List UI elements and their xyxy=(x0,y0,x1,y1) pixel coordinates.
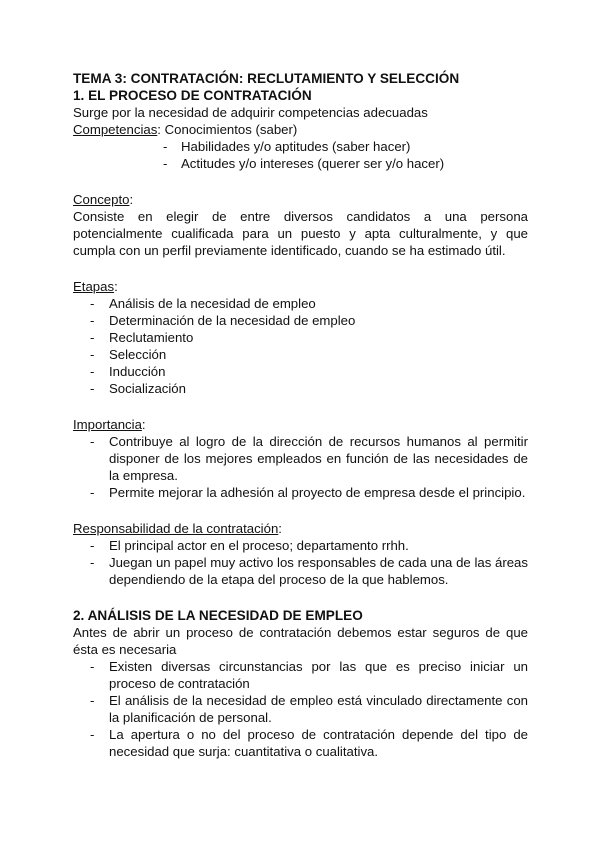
document-title: TEMA 3: CONTRATACIÓN: RECLUTAMIENTO Y SELECCIÓN xyxy=(73,71,460,86)
dash-marker: - xyxy=(90,296,95,311)
etapas-label: Etapas xyxy=(73,279,115,294)
competencias-first-item: : Conocimientos (saber) xyxy=(157,122,298,137)
dash-marker: - xyxy=(90,538,95,553)
dash-marker: - xyxy=(90,659,95,674)
dash-marker: - xyxy=(90,434,95,449)
list-item: - Contribuye al logro de la dirección de recursos humanos al permitir disponer de los mejores empleados en función de las necesidades de la empresa. xyxy=(90,434,528,483)
document-page xyxy=(73,70,528,760)
list-item: - Análisis de la necesidad de empleo xyxy=(90,296,316,311)
competencias-label: Competencias xyxy=(73,122,158,137)
list-item: - Permite mejorar la adhesión al proyecto de empresa desde el principio. xyxy=(90,485,526,500)
dash-marker: - xyxy=(90,727,95,742)
concepto-heading: Concepto: xyxy=(73,192,134,207)
list-item: - Inducción xyxy=(90,364,166,379)
section-1-heading: 1. EL PROCESO DE CONTRATACIÓN xyxy=(73,88,312,103)
section-1-intro: Surge por la necesidad de adquirir competencias adecuadas xyxy=(73,105,428,120)
dash-marker: - xyxy=(90,381,95,396)
dash-marker: - xyxy=(90,485,95,500)
importancia-label: Importancia xyxy=(73,417,142,432)
dash-marker: - xyxy=(90,347,95,362)
dash-marker: - xyxy=(90,693,95,708)
importancia-heading: Importancia: xyxy=(73,417,146,432)
dash-marker: - xyxy=(90,313,95,328)
list-item: - Socialización xyxy=(90,381,186,396)
responsabilidad-heading: Responsabilidad de la contratación: xyxy=(73,521,282,536)
etapas-heading: Etapas: xyxy=(73,279,118,294)
list-item: - Reclutamiento xyxy=(90,330,194,345)
section-2-intro: Antes de abrir un proceso de contratación debemos estar seguros de que ésta es necesaria xyxy=(73,625,528,657)
dash-marker: - xyxy=(163,139,168,154)
responsabilidad-list xyxy=(73,537,528,588)
section-2-heading: 2. ANÁLISIS DE LA NECESIDAD DE EMPLEO xyxy=(73,608,363,623)
list-item: - El análisis de la necesidad de empleo está vinculado directamente con la planificación de personal. xyxy=(90,693,528,725)
list-item: - Existen diversas circunstancias por las que es preciso iniciar un proceso de contratación xyxy=(90,659,528,691)
list-item: - El principal actor en el proceso; departamento rrhh. xyxy=(90,538,409,553)
list-item: - La apertura o no del proceso de contratación depende del tipo de necesidad que surja: cuantitativa o cualitativa. xyxy=(90,727,528,759)
list-item: - Juegan un papel muy activo los responsables de cada una de las áreas dependiendo de la etapa del proceso de la que hablemos. xyxy=(90,555,528,587)
dash-marker: - xyxy=(163,156,168,171)
list-item: - Selección xyxy=(90,347,167,362)
section-2-list xyxy=(73,658,528,760)
dash-marker: - xyxy=(90,330,95,345)
responsabilidad-label: Responsabilidad de la contratación xyxy=(73,521,279,536)
concepto-label: Concepto xyxy=(73,192,130,207)
dash-marker: - xyxy=(90,364,95,379)
concepto-text: Consiste en elegir de entre diversos candidatos a una persona potencialmente cualificada para un puesto y apta culturalmente, y que cumpla con un perfil previamente identificado, cuando se ha estimado útil. xyxy=(73,209,528,258)
competencias-item: - Habilidades y/o aptitudes (saber hacer) xyxy=(163,139,411,154)
importancia-list xyxy=(73,433,528,501)
list-item: - Determinación de la necesidad de empleo xyxy=(90,313,356,328)
competencias-item: - Actitudes y/o intereses (querer ser y/o hacer) xyxy=(163,156,445,171)
etapas-list xyxy=(73,295,528,397)
competencias-line xyxy=(73,121,528,138)
dash-marker: - xyxy=(90,555,95,570)
